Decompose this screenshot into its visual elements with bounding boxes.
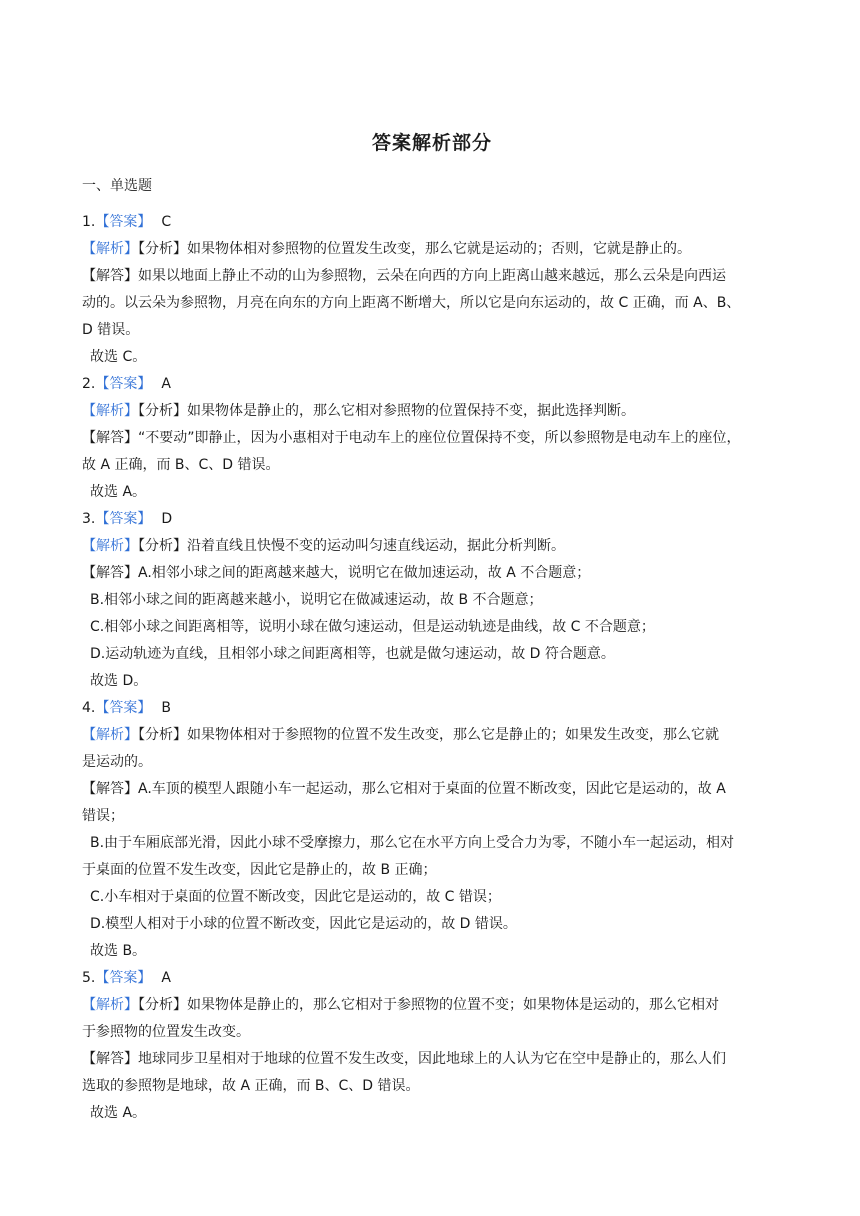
section-heading: 一、单选题	[82, 178, 152, 194]
q3-answer: D	[161, 511, 173, 527]
q1-solution-line-1: 如果以地面上静止不动的山为参照物，云朵在向西的方向上距离山越来越远，那么云朵是向西运	[138, 268, 726, 284]
q4-analysis-line-1: 如果物体相对于参照物的位置不发生改变，那么它是静止的；如果发生改变，那么它就	[187, 727, 719, 743]
q1-number: 1.	[82, 214, 96, 230]
q2-answer: A	[161, 376, 171, 392]
q3-solution-line-1: A.相邻小球之间的距离越来越大，说明它在做加速运动，故 A 不合题意；	[138, 565, 591, 581]
q1-conclusion: 故选 C。	[90, 349, 147, 365]
q2-solution-line-2: 故 A 正确，而 B、C、D 错误。	[82, 457, 280, 473]
solution-tag: 【解答】	[82, 1051, 138, 1067]
q4-number: 4.	[82, 700, 96, 716]
q4-solution-line-1: A.车顶的模型人跟随小车一起运动，那么它相对于桌面的位置不断改变，因此它是运动的，故 A	[138, 781, 726, 797]
q5-analysis-line-2: 于参照物的位置发生改变。	[82, 1024, 250, 1040]
q4-answer-line	[82, 695, 782, 722]
answer-tag: 【答案】	[95, 214, 152, 230]
q2-analysis-line	[82, 398, 782, 425]
q2-answer-line	[82, 371, 782, 398]
q2-conclusion: 故选 A。	[90, 484, 147, 500]
answer-tag: 【答案】	[95, 376, 152, 392]
q3-option-c: C.相邻小球之间距离相等，说明小球在做匀速运动，但是运动轨迹是曲线，故 C 不合题意；	[90, 619, 655, 635]
q1-answer: C	[161, 214, 172, 230]
q2-number: 2.	[82, 376, 96, 392]
q4-answer: B	[161, 700, 171, 716]
q1-answer-line	[82, 209, 782, 236]
q5-analysis-line	[82, 992, 782, 1019]
analysis-label-tag: 【解析】	[82, 997, 138, 1013]
q3-answer-line	[82, 506, 782, 533]
q3-number: 3.	[82, 511, 96, 527]
answer-tag: 【答案】	[95, 970, 152, 986]
q5-solution-line	[82, 1046, 782, 1073]
q5-solution-line-2: 选取的参照物是地球，故 A 正确，而 B、C、D 错误。	[82, 1078, 420, 1094]
q2-analysis: 如果物体是静止的，那么它相对参照物的位置保持不变，据此选择判断。	[187, 403, 635, 419]
solution-tag: 【解答】	[82, 430, 138, 446]
q1-solution-line-3: D 错误。	[82, 322, 140, 338]
q4-option-c: C.小车相对于桌面的位置不断改变，因此它是运动的，故 C 错误；	[90, 889, 501, 905]
analysis-label-tag: 【解析】	[82, 727, 138, 743]
q2-solution-line-1: “不要动”即静止，因为小惠相对于电动车上的座位位置保持不变，所以参照物是电动车上的座位，	[138, 430, 741, 446]
q4-conclusion: 故选 B。	[90, 943, 147, 959]
analysis-label-tag: 【解析】	[82, 241, 138, 257]
q4-solution-line	[82, 776, 782, 803]
q4-solution-line-2: 错误；	[82, 808, 124, 824]
q3-analysis-line	[82, 533, 782, 560]
q1-solution-line	[82, 263, 782, 290]
analysis-tag: 【分析】	[138, 727, 187, 743]
analysis-label-tag: 【解析】	[82, 538, 138, 554]
analysis-label-tag: 【解析】	[82, 403, 138, 419]
q4-option-d: D.模型人相对于小球的位置不断改变，因此它是运动的，故 D 错误。	[90, 916, 517, 932]
analysis-tag: 【分析】	[138, 403, 187, 419]
answer-tag: 【答案】	[95, 511, 152, 527]
q5-answer: A	[161, 970, 171, 986]
solution-tag: 【解答】	[82, 268, 138, 284]
q5-answer-line	[82, 965, 782, 992]
q4-option-b-line-2: 于桌面的位置不发生改变，因此它是静止的，故 B 正确；	[82, 862, 437, 878]
solution-tag: 【解答】	[82, 565, 138, 581]
q3-option-b: B.相邻小球之间的距离越来越小，说明它在做减速运动，故 B 不合题意；	[90, 592, 543, 608]
analysis-tag: 【分析】	[138, 241, 187, 257]
q4-option-b-line-1: B.由于车厢底部光滑，因此小球不受摩擦力，那么它在水平方向上受合力为零，不随小车一起运动，相对	[90, 835, 735, 851]
q5-number: 5.	[82, 970, 96, 986]
q1-analysis-line	[82, 236, 782, 263]
q3-solution-line	[82, 560, 782, 587]
analysis-tag: 【分析】	[138, 997, 187, 1013]
q5-conclusion: 故选 A。	[90, 1105, 147, 1121]
q3-option-d: D.运动轨迹为直线，且相邻小球之间距离相等，也就是做匀速运动，故 D 符合题意。	[90, 646, 615, 662]
solution-tag: 【解答】	[82, 781, 138, 797]
q3-analysis: 沿着直线且快慢不变的运动叫匀速直线运动，据此分析判断。	[187, 538, 565, 554]
q4-analysis-line	[82, 722, 782, 749]
page-title: 答案解析部分	[371, 132, 492, 154]
q1-solution-line-2: 动的。以云朵为参照物，月亮在向东的方向上距离不断增大，所以它是向东运动的，故 C 正确，而 A、B、	[82, 295, 741, 311]
q2-solution-line	[82, 425, 782, 452]
q5-analysis-line-1: 如果物体是静止的，那么它相对于参照物的位置不变；如果物体是运动的，那么它相对	[187, 997, 719, 1013]
q5-solution-line-1: 地球同步卫星相对于地球的位置不发生改变，因此地球上的人认为它在空中是静止的，那么人们	[138, 1051, 726, 1067]
answer-tag: 【答案】	[95, 700, 152, 716]
q1-analysis: 如果物体相对参照物的位置发生改变，那么它就是运动的；否则，它就是静止的。	[187, 241, 691, 257]
q4-analysis-line-2: 是运动的。	[82, 754, 152, 770]
q3-conclusion: 故选 D。	[90, 673, 148, 689]
answer-list	[82, 209, 782, 1127]
analysis-tag: 【分析】	[138, 538, 187, 554]
